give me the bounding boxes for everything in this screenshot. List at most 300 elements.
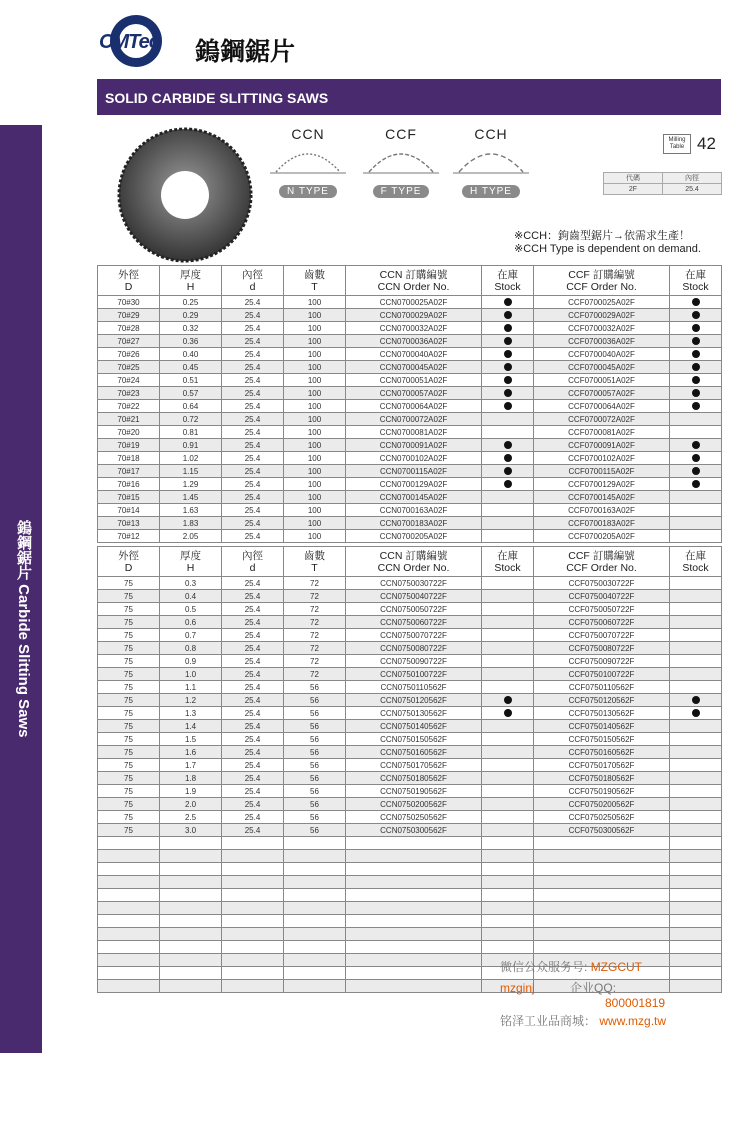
column-header: [98, 266, 160, 296]
in-stock-dot-icon: [692, 441, 700, 449]
empty-cell: [222, 980, 284, 993]
stock-cell: [482, 439, 534, 452]
column-header: [160, 547, 222, 577]
table-cell: 100: [284, 465, 346, 478]
column-header-cn: CCF 訂購編號: [568, 268, 635, 281]
table-row: [98, 439, 722, 452]
empty-cell: [98, 928, 160, 941]
table-cell: CCN0700025A02F: [346, 296, 482, 309]
column-header-en: Stock: [682, 561, 709, 574]
table-cell: CCN0750150562F: [346, 733, 482, 746]
table-cell: 75: [98, 720, 160, 733]
table-cell: CCN0700081A02F: [346, 426, 482, 439]
stock-cell: [482, 798, 534, 811]
table-row: [98, 426, 722, 439]
type-ccn: [268, 126, 348, 199]
table-row: [98, 681, 722, 694]
table-cell: CCN0700029A02F: [346, 309, 482, 322]
column-header: [222, 266, 284, 296]
table-row: [98, 616, 722, 629]
empty-cell: [160, 941, 222, 954]
table-cell: 1.02: [160, 452, 222, 465]
empty-cell: [222, 954, 284, 967]
table-cell: CCN0750190562F: [346, 785, 482, 798]
stock-cell: [482, 387, 534, 400]
table-cell: 1.15: [160, 465, 222, 478]
empty-cell: [284, 967, 346, 980]
table-cell: 25.4: [222, 707, 284, 720]
table-cell: 25.4: [222, 400, 284, 413]
table-cell: 75: [98, 759, 160, 772]
table-cell: 70#23: [98, 387, 160, 400]
column-header: [670, 547, 722, 577]
stock-cell: [670, 798, 722, 811]
table-cell: CCF0750130562F: [534, 707, 670, 720]
empty-cell: [160, 902, 222, 915]
empty-cell: [160, 889, 222, 902]
stock-cell: [670, 348, 722, 361]
table-cell: 25.4: [222, 452, 284, 465]
empty-cell: [222, 915, 284, 928]
column-header-cn: 在庫: [497, 549, 518, 562]
stock-cell: [670, 785, 722, 798]
table-cell: 70#17: [98, 465, 160, 478]
table-row: [98, 733, 722, 746]
column-header-cn: 外徑: [118, 549, 139, 562]
table-row: [98, 517, 722, 530]
type-pill: H TYPE: [462, 185, 520, 198]
empty-cell: [98, 915, 160, 928]
empty-cell: [98, 863, 160, 876]
empty-cell: [346, 902, 482, 915]
table-cell: 0.4: [160, 590, 222, 603]
stock-cell: [670, 603, 722, 616]
empty-cell: [284, 915, 346, 928]
stock-cell: [482, 577, 534, 590]
table-cell: 72: [284, 577, 346, 590]
table-cell: CCN0750140562F: [346, 720, 482, 733]
table-cell: 70#13: [98, 517, 160, 530]
table-cell: 75: [98, 668, 160, 681]
table-cell: 100: [284, 322, 346, 335]
table-cell: 56: [284, 720, 346, 733]
column-header: [346, 266, 482, 296]
table-cell: 25.4: [222, 517, 284, 530]
table-cell: CCF0750090722F: [534, 655, 670, 668]
table-cell: 70#15: [98, 491, 160, 504]
note-cn: ※CCH：鉤齒型鋸片→依需求生產！: [514, 230, 691, 242]
in-stock-dot-icon: [504, 441, 512, 449]
in-stock-dot-icon: [692, 696, 700, 704]
table-cell: CCN0700102A02F: [346, 452, 482, 465]
in-stock-dot-icon: [504, 480, 512, 488]
table-cell: CCN0750030722F: [346, 577, 482, 590]
type-cch: [451, 126, 531, 199]
table-cell: 25.4: [222, 530, 284, 543]
table-cell: CCF0750250562F: [534, 811, 670, 824]
table-cell: 56: [284, 707, 346, 720]
table-cell: CCF0700036A02F: [534, 335, 670, 348]
table-cell: CCF0750180562F: [534, 772, 670, 785]
table-cell: 25.4: [222, 746, 284, 759]
table-row: [98, 603, 722, 616]
empty-cell: [284, 941, 346, 954]
table-cell: 25.4: [222, 478, 284, 491]
column-header-en: CCN Order No.: [377, 561, 450, 574]
in-stock-dot-icon: [692, 709, 700, 717]
empty-cell: [346, 889, 482, 902]
in-stock-dot-icon: [504, 467, 512, 475]
table-cell: 1.7: [160, 759, 222, 772]
table-cell: 25.4: [222, 387, 284, 400]
table-cell: CCN0700091A02F: [346, 439, 482, 452]
column-header-en: CCF Order No.: [566, 280, 637, 293]
empty-cell: [160, 850, 222, 863]
table-cell: 1.3: [160, 707, 222, 720]
empty-cell: [534, 928, 670, 941]
table-row: [98, 413, 722, 426]
empty-cell: [534, 837, 670, 850]
empty-cell: [670, 837, 722, 850]
stock-cell: [482, 517, 534, 530]
stock-cell: [482, 629, 534, 642]
qq-number: 800001819: [605, 996, 666, 1010]
table-cell: 1.83: [160, 517, 222, 530]
table-cell: CCN0750160562F: [346, 746, 482, 759]
empty-cell: [284, 850, 346, 863]
in-stock-dot-icon: [692, 376, 700, 384]
table-row: [98, 785, 722, 798]
table-cell: 56: [284, 759, 346, 772]
table-row: [98, 322, 722, 335]
table-cell: 25.4: [222, 426, 284, 439]
table-cell: CCN0700045A02F: [346, 361, 482, 374]
column-header-en: Stock: [494, 280, 521, 293]
table-cell: CCF0750080722F: [534, 642, 670, 655]
in-stock-dot-icon: [692, 389, 700, 397]
table-cell: 70#29: [98, 309, 160, 322]
stock-cell: [670, 452, 722, 465]
stock-cell: [670, 413, 722, 426]
empty-cell: [346, 850, 482, 863]
stock-cell: [670, 707, 722, 720]
table-cell: CCN0700036A02F: [346, 335, 482, 348]
table-row: [98, 694, 722, 707]
empty-cell: [284, 837, 346, 850]
table-cell: 75: [98, 733, 160, 746]
sidebar: [0, 125, 42, 1147]
table-cell: CCF0700163A02F: [534, 504, 670, 517]
mall-label: 铭泽工业品商城：: [500, 1014, 597, 1028]
empty-cell: [670, 863, 722, 876]
table-cell: 25.4: [222, 413, 284, 426]
table-row: [98, 707, 722, 720]
mini-value: 25.4: [663, 184, 722, 195]
table-row: [98, 798, 722, 811]
table-cell: CCN0750100722F: [346, 668, 482, 681]
table-cell: 1.6: [160, 746, 222, 759]
table-cell: 0.9: [160, 655, 222, 668]
column-header-en: Stock: [494, 561, 521, 574]
column-header-en: CCF Order No.: [566, 561, 637, 574]
table-cell: CCF0750300562F: [534, 824, 670, 837]
table-cell: 75: [98, 590, 160, 603]
column-header-cn: CCN 訂購編號: [379, 549, 448, 562]
in-stock-dot-icon: [692, 350, 700, 358]
table-cell: CCF0700129A02F: [534, 478, 670, 491]
table-cell: 0.32: [160, 322, 222, 335]
empty-cell: [160, 837, 222, 850]
table-cell: CCF0700051A02F: [534, 374, 670, 387]
stock-cell: [482, 681, 534, 694]
table-cell: CCN0700057A02F: [346, 387, 482, 400]
table-cell: CCF0700032A02F: [534, 322, 670, 335]
stock-cell: [670, 668, 722, 681]
table-cell: 25.4: [222, 348, 284, 361]
stock-cell: [670, 824, 722, 837]
table-cell: CCF0750110562F: [534, 681, 670, 694]
column-header: [284, 266, 346, 296]
table-cell: 25.4: [222, 798, 284, 811]
table-cell: CCN0700205A02F: [346, 530, 482, 543]
table-cell: 0.8: [160, 642, 222, 655]
table-cell: 1.29: [160, 478, 222, 491]
table-cell: 25.4: [222, 642, 284, 655]
milling-table-icon: Milling Table: [663, 134, 691, 154]
table-cell: 25.4: [222, 590, 284, 603]
empty-cell: [222, 928, 284, 941]
column-header-cn: 齒數: [304, 549, 325, 562]
saw-blade-icon: [116, 126, 254, 264]
empty-cell: [98, 941, 160, 954]
empty-cell: [670, 889, 722, 902]
column-header-en: T: [311, 280, 318, 293]
table-cell: CCN0700183A02F: [346, 517, 482, 530]
table-cell: 25.4: [222, 491, 284, 504]
empty-cell: [160, 915, 222, 928]
empty-cell: [222, 941, 284, 954]
table-cell: 70#22: [98, 400, 160, 413]
stock-cell: [670, 655, 722, 668]
stock-cell: [482, 785, 534, 798]
column-header: [534, 547, 670, 577]
stock-cell: [482, 374, 534, 387]
stock-cell: [482, 746, 534, 759]
table-cell: 25.4: [222, 811, 284, 824]
in-stock-dot-icon: [692, 298, 700, 306]
in-stock-dot-icon: [692, 337, 700, 345]
empty-cell: [670, 941, 722, 954]
stock-cell: [482, 694, 534, 707]
table-cell: CCN0750300562F: [346, 824, 482, 837]
saw-ccf-profile-icon: [363, 142, 439, 176]
table-row: [98, 296, 722, 309]
empty-cell: [284, 889, 346, 902]
table-cell: CCN0700145A02F: [346, 491, 482, 504]
table-cell: 72: [284, 603, 346, 616]
table-cell: CCN0700115A02F: [346, 465, 482, 478]
empty-cell: [98, 837, 160, 850]
empty-cell: [670, 902, 722, 915]
empty-row: [98, 850, 722, 863]
table-cell: 2.05: [160, 530, 222, 543]
sidebar-label: 鎢鋼鋸片 Carbide Slitting Saws: [15, 520, 32, 738]
stock-cell: [670, 322, 722, 335]
in-stock-dot-icon: [504, 363, 512, 371]
table-cell: 100: [284, 361, 346, 374]
table-cell: 56: [284, 811, 346, 824]
stock-cell: [670, 374, 722, 387]
empty-cell: [346, 915, 482, 928]
in-stock-dot-icon: [692, 402, 700, 410]
empty-cell: [534, 863, 670, 876]
column-header-cn: 外徑: [118, 268, 139, 281]
column-header-cn: 在庫: [497, 268, 518, 281]
empty-cell: [284, 876, 346, 889]
column-header-en: Stock: [682, 280, 709, 293]
stock-cell: [482, 335, 534, 348]
table-cell: 56: [284, 772, 346, 785]
column-header: [160, 266, 222, 296]
empty-cell: [534, 850, 670, 863]
table-cell: 25.4: [222, 720, 284, 733]
in-stock-dot-icon: [692, 311, 700, 319]
table-row: [98, 811, 722, 824]
empty-row: [98, 941, 722, 954]
column-header-en: T: [311, 561, 318, 574]
type-name: CCF: [385, 126, 417, 142]
saw-cch-profile-icon: [453, 142, 529, 176]
stock-cell: [670, 590, 722, 603]
empty-cell: [222, 889, 284, 902]
table-row: [98, 361, 722, 374]
stock-cell: [482, 668, 534, 681]
empty-cell: [222, 850, 284, 863]
stock-cell: [482, 361, 534, 374]
section-band: SOLID CARBIDE SLITTING SAWS: [97, 79, 721, 115]
table-cell: CCF0750160562F: [534, 746, 670, 759]
table-cell: CCN0750040722F: [346, 590, 482, 603]
column-header-cn: 在庫: [685, 268, 706, 281]
table-cell: 56: [284, 798, 346, 811]
stock-cell: [482, 452, 534, 465]
table-row: [98, 465, 722, 478]
stock-cell: [670, 772, 722, 785]
column-header-en: D: [124, 280, 133, 293]
table-cell: 1.4: [160, 720, 222, 733]
stock-cell: [482, 296, 534, 309]
table-cell: CCN0750120562F: [346, 694, 482, 707]
table-cell: CCF0700045A02F: [534, 361, 670, 374]
table-cell: 1.2: [160, 694, 222, 707]
table-header-row: [98, 547, 722, 577]
table-cell: CCN0700072A02F: [346, 413, 482, 426]
empty-cell: [670, 876, 722, 889]
table-cell: 70#18: [98, 452, 160, 465]
table-cell: 2.0: [160, 798, 222, 811]
table-cell: CCN0750170562F: [346, 759, 482, 772]
table-row: [98, 387, 722, 400]
table-cell: CCN0700040A02F: [346, 348, 482, 361]
table-cell: CCF0700081A02F: [534, 426, 670, 439]
empty-cell: [284, 954, 346, 967]
table-cell: CCF0750120562F: [534, 694, 670, 707]
table-row: [98, 642, 722, 655]
table-cell: CCF0750070722F: [534, 629, 670, 642]
table-cell: 70#27: [98, 335, 160, 348]
empty-cell: [160, 928, 222, 941]
table-cell: 100: [284, 348, 346, 361]
empty-cell: [670, 915, 722, 928]
in-stock-dot-icon: [504, 324, 512, 332]
table-cell: CCF0700091A02F: [534, 439, 670, 452]
wechat-label: 微信公众服务号:: [500, 960, 588, 974]
table-cell: CCN0750250562F: [346, 811, 482, 824]
stock-cell: [482, 504, 534, 517]
table-cell: 100: [284, 335, 346, 348]
table-cell: 100: [284, 504, 346, 517]
empty-cell: [482, 850, 534, 863]
table-cell: 25.4: [222, 577, 284, 590]
table-cell: CCN0700129A02F: [346, 478, 482, 491]
table-cell: 25.4: [222, 668, 284, 681]
table-cell: 100: [284, 426, 346, 439]
table-cell: 100: [284, 530, 346, 543]
table-cell: 0.7: [160, 629, 222, 642]
table-cell: 72: [284, 655, 346, 668]
table-cell: 0.25: [160, 296, 222, 309]
empty-row: [98, 902, 722, 915]
milling-number: 42: [697, 134, 716, 153]
table-cell: 75: [98, 616, 160, 629]
stock-cell: [670, 720, 722, 733]
table-row: [98, 772, 722, 785]
empty-cell: [98, 850, 160, 863]
table-cell: 100: [284, 452, 346, 465]
table-cell: 75: [98, 681, 160, 694]
table-cell: CCF0750200562F: [534, 798, 670, 811]
table-cell: 70#26: [98, 348, 160, 361]
wechat-id: MZGCUT: [590, 960, 643, 974]
table-cell: 56: [284, 746, 346, 759]
empty-cell: [534, 876, 670, 889]
table-row: [98, 335, 722, 348]
column-header-cn: 內徑: [242, 549, 263, 562]
stock-cell: [670, 309, 722, 322]
stock-cell: [670, 296, 722, 309]
watermark: [500, 958, 740, 1029]
in-stock-dot-icon: [504, 389, 512, 397]
column-header-cn: 在庫: [685, 549, 706, 562]
table-cell: 100: [284, 387, 346, 400]
table-row: [98, 629, 722, 642]
table-cell: 56: [284, 681, 346, 694]
type-ccf: [361, 126, 441, 199]
table-cell: 70#21: [98, 413, 160, 426]
mini-header: 內徑: [663, 173, 722, 184]
table-cell: 75: [98, 772, 160, 785]
empty-cell: [482, 928, 534, 941]
stock-cell: [482, 616, 534, 629]
table-cell: 25.4: [222, 374, 284, 387]
stock-cell: [482, 655, 534, 668]
stock-cell: [482, 642, 534, 655]
table-cell: 70#24: [98, 374, 160, 387]
table-cell: CCF0750150562F: [534, 733, 670, 746]
table-cell: 1.5: [160, 733, 222, 746]
column-header-en: CCN Order No.: [377, 280, 450, 293]
table-row: [98, 374, 722, 387]
